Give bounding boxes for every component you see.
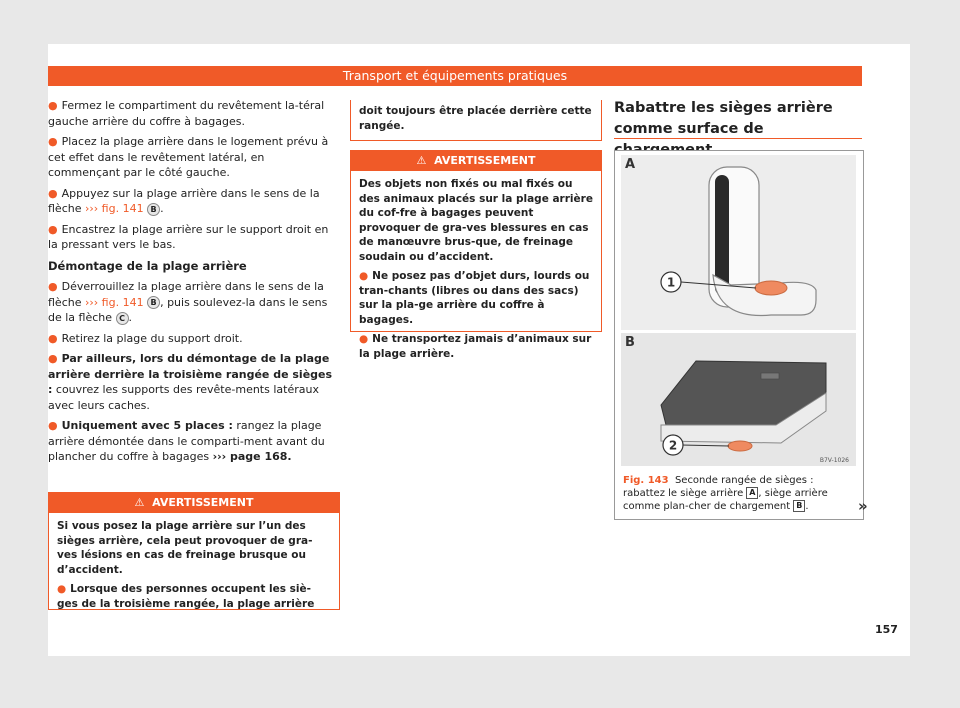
warning-box-1 — [48, 492, 340, 610]
caption-text-2: , siège arrière comme plan-cher de chargement — [623, 488, 828, 512]
bullet-dot-icon: ● — [57, 583, 67, 595]
figure-link[interactable]: ››› fig. 141 — [84, 202, 144, 215]
callout-letter: C — [116, 312, 129, 325]
warning-continuation-text: doit toujours être placée derrière cette rangée. — [359, 105, 592, 132]
warning-bullet — [359, 332, 593, 361]
bullet-2 — [48, 134, 338, 181]
panel-label-a: A — [625, 157, 636, 172]
bullet-5-text: Déverrouillez la plage arrière dans le sens de la flèche — [48, 280, 324, 309]
bullet-1-text: Fermez le compartiment du revêtement la-téral gauche arrière du coffre à bagages. — [48, 99, 325, 128]
bullet-dot-icon: ● — [48, 186, 58, 200]
flat-loading-floor-illustration — [621, 333, 856, 466]
bullet-6-text: Retirez la plage du support droit. — [61, 331, 243, 345]
warning-bullet-text: Ne transportez jamais d’animaux sur la plage arrière. — [359, 333, 592, 360]
bullet-dot-icon: ● — [48, 99, 58, 112]
caption-letter: B — [793, 500, 805, 512]
figure-panel-b — [621, 333, 856, 466]
warning-box-2 — [350, 150, 602, 360]
callout-letter: B — [147, 203, 160, 216]
bullet-dot-icon: ● — [48, 222, 58, 236]
warning-title: AVERTISSEMENT — [434, 154, 536, 167]
column-1 — [48, 98, 338, 470]
bullet-dot-icon: ● — [359, 333, 369, 345]
warning-continuation-box — [350, 100, 602, 141]
folded-seat-illustration — [621, 155, 856, 330]
bullet-dot-icon: ● — [48, 135, 58, 148]
caption-text-1: Seconde rangée de sièges : rabattez le siège arrière — [623, 475, 814, 499]
warning-bullet-text: Lorsque des personnes occupent les siè-ges de la troisième rangée, la plage arrière — [57, 583, 315, 610]
figure-panel-a — [621, 155, 856, 330]
bullet-dot-icon: ● — [48, 280, 58, 293]
bullet-4-text: Encastrez la plage arrière sur le support droit en la pressant vers le bas. — [48, 222, 329, 251]
header-bar — [48, 66, 862, 86]
image-code: B7V-1026 — [819, 457, 849, 464]
section-title: Rabattre les sièges arrière comme surface de — [614, 100, 833, 137]
bullet-2-text: Placez la plage arrière dans le logement prévu à cet effet dans le revêtement latéral, en commençant par le côté gauche. — [48, 135, 329, 179]
warning-triangle-icon: ⚠ — [416, 154, 427, 167]
bullet-8-text: rangez la plage arrière démontée dans le comparti-ment avant du plancher du coffre à bagages — [48, 419, 325, 463]
continue-arrow: » — [858, 497, 868, 515]
warning-text: Si vous posez la plage arrière sur l’un des sièges arrière, cela peut provoquer de gra-ves lésions en cas de freinage brusque ou d’accident. — [57, 520, 313, 576]
figure-number: Fig. 143 — [623, 475, 669, 486]
bullet-dot-icon: ● — [48, 352, 58, 365]
figure-143 — [614, 150, 864, 520]
bullet-3-text: Appuyez sur la plage arrière dans le sens de la flèche — [48, 186, 320, 215]
figure-caption: Fig. 143 Seconde rangée de sièges : rabattez le siège arrière A , siège arrière comme plan-cher de chargement B . — [623, 475, 828, 512]
bullet-5-text-2: , puis soulevez-la dans le sens de la flèche — [48, 295, 328, 324]
figure-link[interactable]: ››› fig. 141 — [84, 295, 144, 309]
callout-letter: B — [147, 296, 160, 309]
bullet-7-text: couvrez les supports des revête-ments latéraux avec leurs caches. — [48, 383, 319, 412]
bullet-1 — [48, 98, 338, 129]
warning-bullet — [359, 269, 593, 327]
bullet-4 — [48, 222, 338, 253]
bullet-7 — [48, 351, 338, 413]
bullet-5: ● Déverrouillez la plage arrière dans le sens de la flèche ››› fig. 141 B , puis soulevez-la dans le sens de la flèche C . — [48, 280, 328, 324]
page-number: 157 — [875, 623, 898, 636]
callout-1: 1 — [666, 275, 676, 290]
panel-label-b: B — [625, 335, 635, 350]
caption-letter: A — [746, 487, 758, 499]
warning-text: Des objets non fixés ou mal fixés ou des animaux placés sur la plage arrière du cof-fre à bagages peuvent provoquer de gra-ves blessures en cas de manœuvre brus-que, de freinage soudain ou d’accident. — [359, 178, 593, 263]
callout-2: 2 — [668, 438, 678, 453]
bullet-dot-icon: ● — [359, 270, 369, 282]
bullet-dot-icon: ● — [48, 331, 58, 345]
warning-triangle-icon: ⚠ — [134, 496, 145, 509]
bullet-8 — [48, 418, 338, 465]
section-subtitle: Démontage de la plage arrière — [48, 258, 247, 273]
bullet-dot-icon: ● — [48, 419, 58, 432]
bullet-3: ● Appuyez sur la plage arrière dans le sens de la flèche ››› fig. 141 B . — [48, 186, 320, 215]
header-title: Transport et équipements pratiques — [342, 68, 568, 83]
warning-header — [49, 493, 339, 513]
title-divider — [614, 138, 862, 139]
warning-header — [351, 151, 601, 171]
bullet-8-bold: Uniquement avec 5 places : — [61, 419, 233, 432]
bullet-7-bold: Par ailleurs, lors du démontage de la plage arrière derrière la troisième rangée de sièges : — [48, 352, 333, 396]
warning-bullet — [57, 582, 331, 611]
warning-body — [351, 171, 601, 372]
page-link[interactable]: ››› page 168. — [212, 450, 292, 463]
warning-body — [49, 513, 339, 622]
warning-title: AVERTISSEMENT — [152, 496, 254, 509]
warning-bullet-text: Ne posez pas d’objet durs, lourds ou tran-chants (libres ou dans des sacs) sur la pla-ge arrière du coffre à bagages. — [359, 270, 590, 326]
bullet-6 — [48, 331, 338, 347]
